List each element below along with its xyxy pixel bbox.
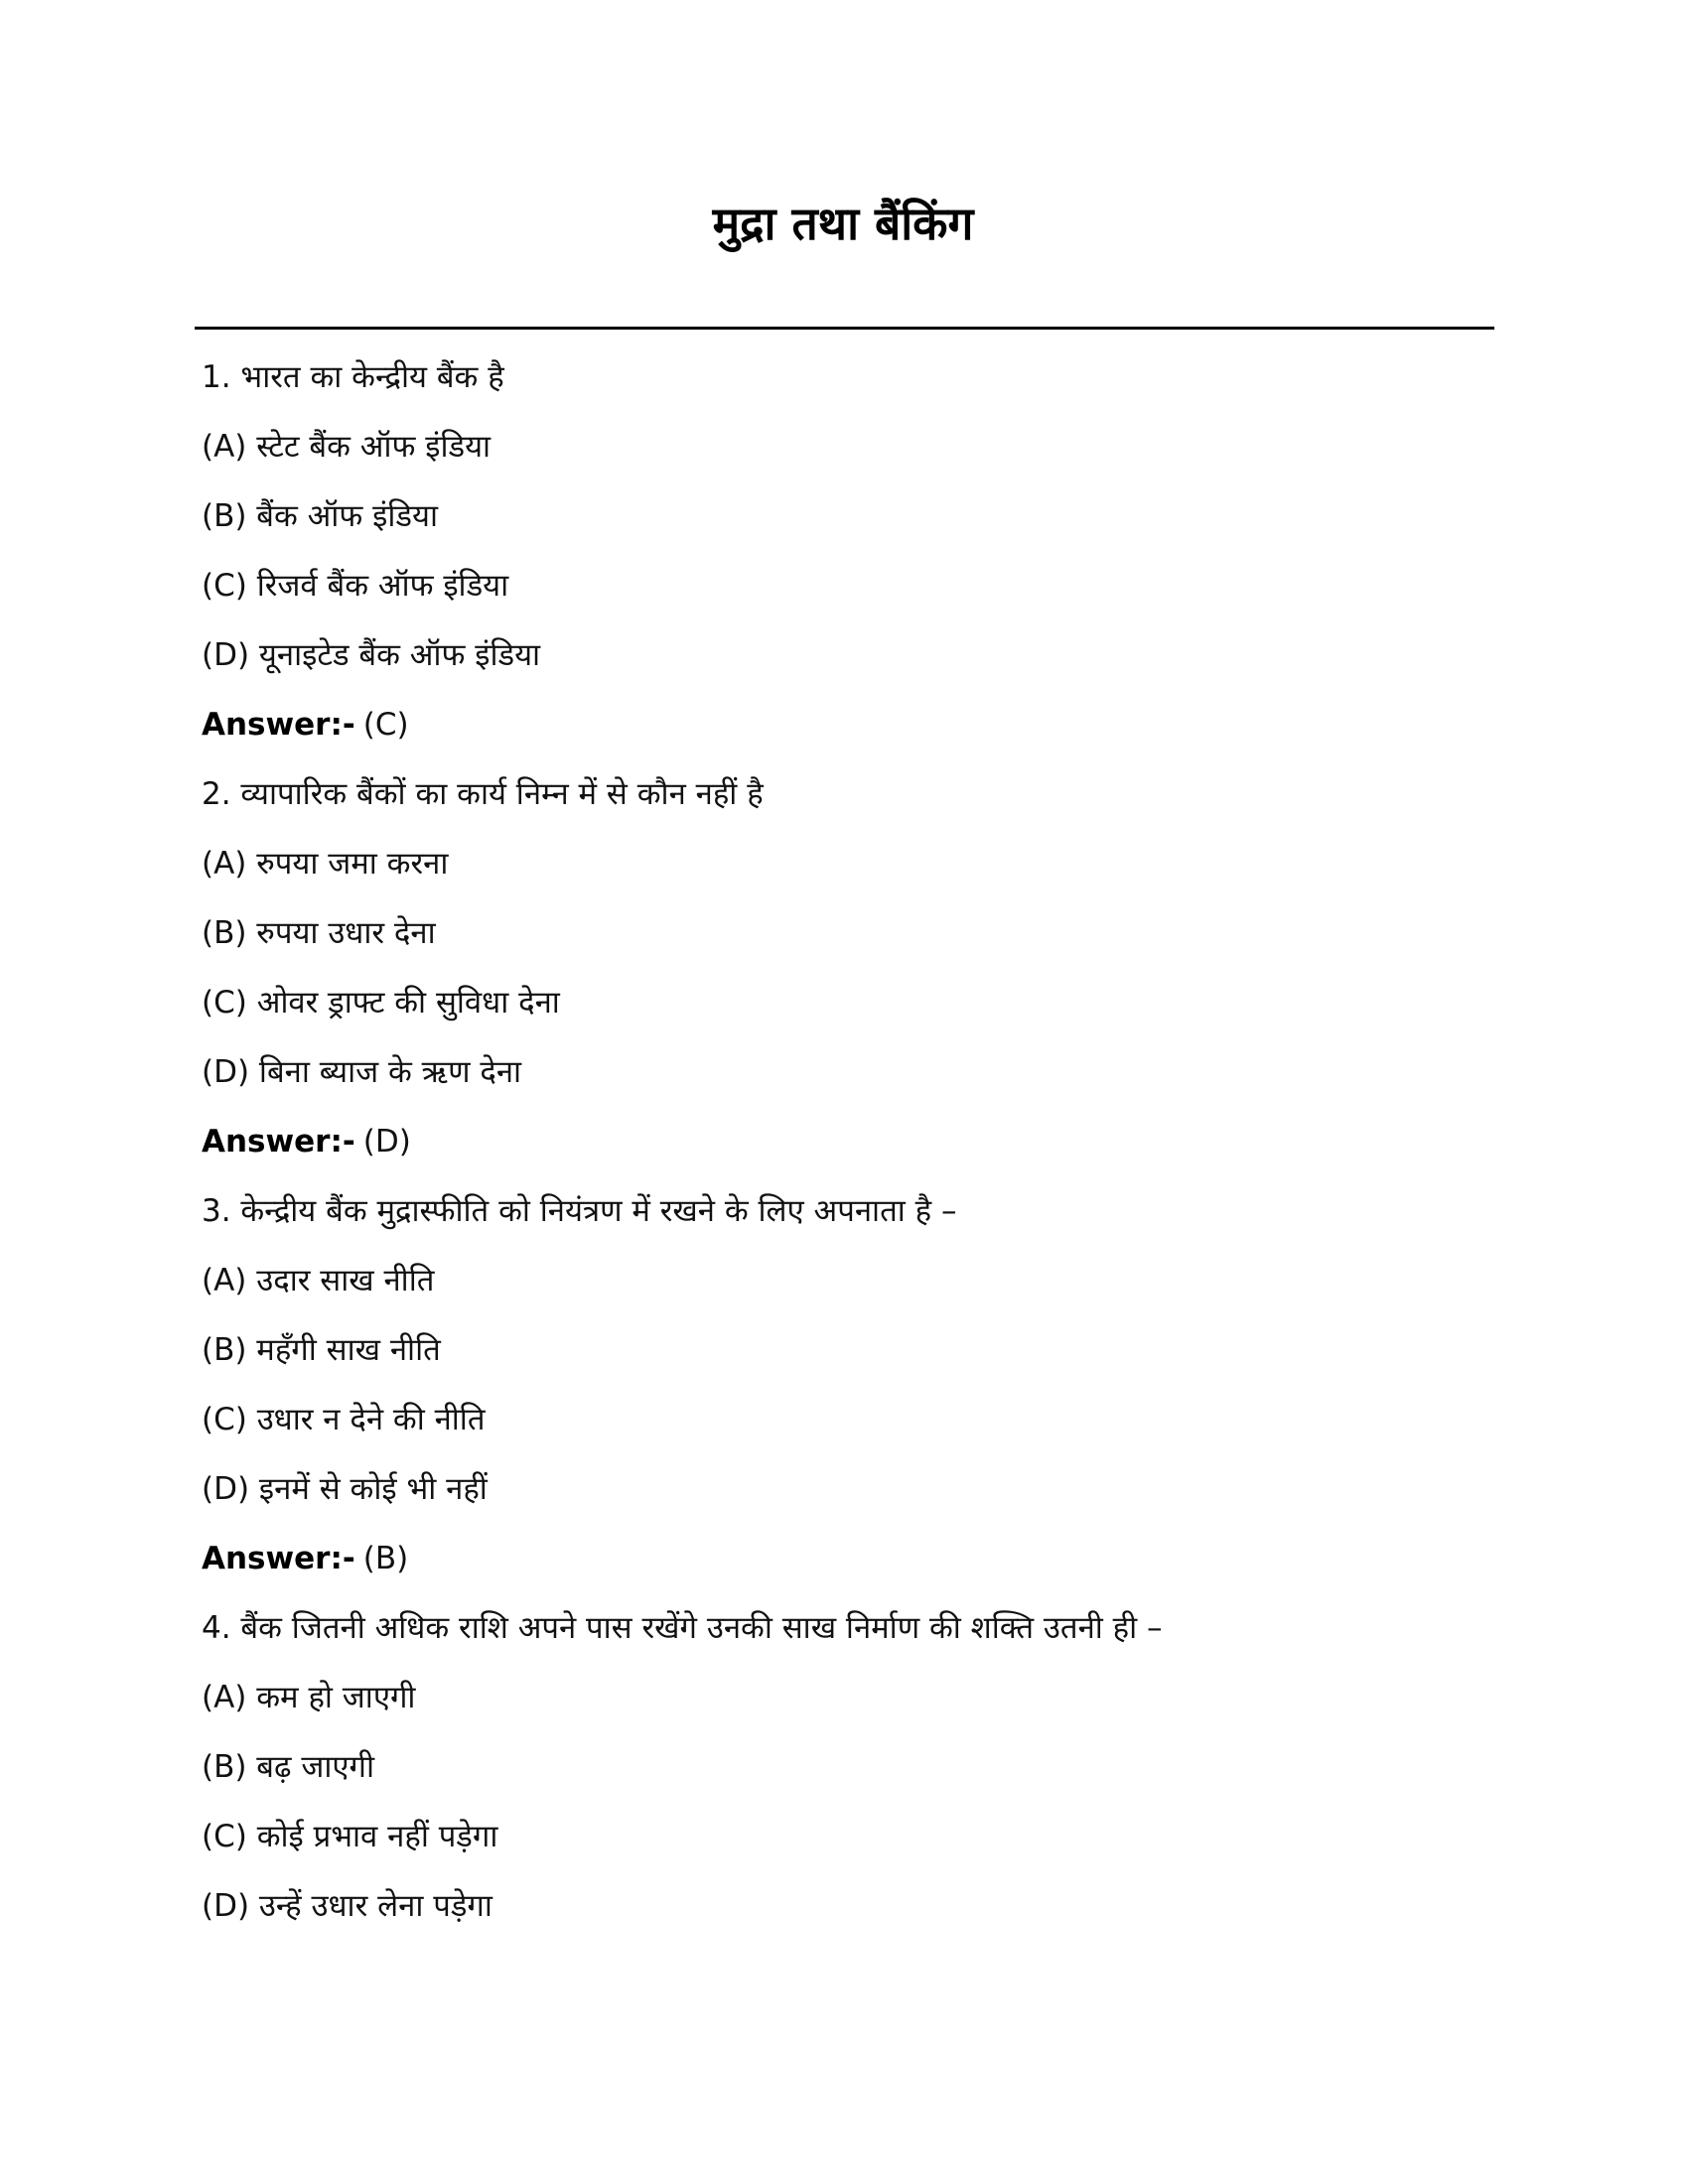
option-d: (D) उन्हें उधार लेना पड़ेगा bbox=[202, 1888, 492, 1924]
answer-line bbox=[202, 1524, 1492, 1593]
answer-line bbox=[202, 690, 1492, 759]
option-c: (C) रिजर्व बैंक ऑफ इंडिया bbox=[202, 568, 509, 604]
question-stem: 4. बैंक जितनी अधिक राशि अपने पास रखेंगे उनकी साख निर्माण की शक्ति उतनी ही – bbox=[202, 1610, 1163, 1646]
option-b: (B) महँगी साख नीति bbox=[202, 1332, 441, 1368]
option-b: (B) रुपया उधार देना bbox=[202, 915, 436, 951]
option-b: (B) बैंक ऑफ इंडिया bbox=[202, 498, 438, 534]
answer-value: (B) bbox=[362, 1541, 409, 1576]
option-a: (A) स्टेट बैंक ऑफ इंडिया bbox=[202, 429, 492, 465]
page-title: मुद्रा तथा बैंकिंग bbox=[712, 197, 974, 250]
answer-value: (D) bbox=[362, 1124, 411, 1160]
option-c: (C) कोई प्रभाव नहीं पड़ेगा bbox=[202, 1819, 498, 1854]
option-d: (D) इनमें से कोई भी नहीं bbox=[202, 1471, 488, 1507]
question-stem: 1. भारत का केन्द्रीय बैंक है bbox=[202, 359, 504, 395]
option-c: (C) उधार न देने की नीति bbox=[202, 1402, 486, 1437]
option-a: (A) कम हो जाएगी bbox=[202, 1680, 416, 1715]
question-4 bbox=[202, 1593, 1492, 1941]
answer-label: Answer:- bbox=[202, 1124, 355, 1160]
answer-label: Answer:- bbox=[202, 707, 355, 743]
option-d: (D) बिना ब्याज के ऋण देना bbox=[202, 1054, 522, 1090]
option-b: (B) बढ़ जाएगी bbox=[202, 1749, 374, 1785]
title-divider bbox=[195, 327, 1494, 330]
answer-label: Answer:- bbox=[202, 1541, 355, 1576]
answer-line bbox=[202, 1107, 1492, 1176]
option-a: (A) उदार साख नीति bbox=[202, 1263, 435, 1298]
question-stem: 2. व्यापारिक बैंकों का कार्य निम्न में से कौन नहीं है bbox=[202, 776, 764, 812]
option-c: (C) ओवर ड्राफ्ट की सुविधा देना bbox=[202, 985, 560, 1021]
option-a: (A) रुपया जमा करना bbox=[202, 846, 449, 882]
question-2 bbox=[202, 759, 1492, 1176]
question-list bbox=[202, 342, 1492, 1941]
question-1 bbox=[202, 342, 1492, 759]
question-3 bbox=[202, 1176, 1492, 1593]
answer-value: (C) bbox=[362, 707, 409, 743]
option-d: (D) यूनाइटेड बैंक ऑफ इंडिया bbox=[202, 637, 541, 673]
question-stem: 3. केन्द्रीय बैंक मुद्रास्फीति को नियंत्रण में रखने के लिए अपनाता है – bbox=[202, 1193, 957, 1229]
